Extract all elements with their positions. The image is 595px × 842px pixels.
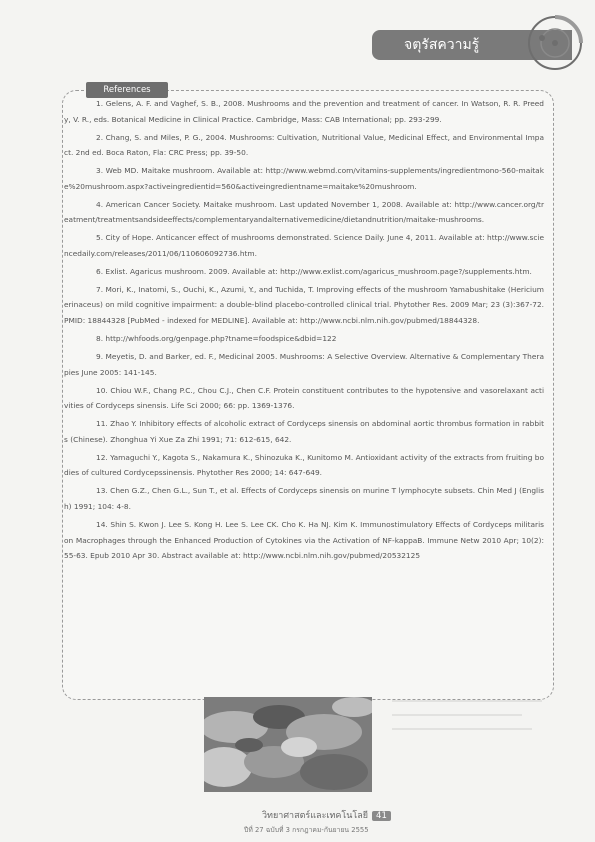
page-number: 41 bbox=[372, 811, 391, 821]
reference-item: 14. Shin S. Kwon J. Lee S. Kong H. Lee S. Lee CK. Cho K. Ha NJ. Kim K. Immunostimulatory Effects of Cordyceps militaris on Macrophages through the Enhanced Production of Cytokines via the Activation of NF-kappaB. Immune Netw 2010 Apr; 10(2): 55-63. Epub 2010 Apr 30. Abstract available at: http://www.ncbi.nlm.nih.gov/pubmed/20532125 bbox=[64, 519, 544, 561]
reference-item: 8. http://whfoods.org/genpage.php?tname=foodspice&dbid=122 bbox=[96, 334, 337, 344]
reference-item: 12. Yamaguchi Y., Kagota S., Nakamura K., Shinozuka K., Kunitomo M. Antioxidant activity of the extracts from fruiting bodies of cultured Cordycepssinensis. Phytother Res 2000; 14: 647-649. bbox=[64, 452, 544, 478]
section-title: จตุรัสความรู้ bbox=[404, 37, 480, 53]
reference-item: 4. American Cancer Society. Maitake mushroom. Last updated November 1, 2008. Available at: http://www.cancer.org/treatment/treatmentsandsideeffects/complementaryandalternativemedicine/dietandnutrition/maitake-mushrooms. bbox=[64, 199, 544, 225]
reference-item: 9. Meyetis, D. and Barker, ed. F., Medicinal 2005. Mushrooms: A Selective Overview. Alternative & Complementary Therapies June 2005: 141-145. bbox=[64, 352, 544, 377]
reference-item: 11. Zhao Y. Inhibitory effects of alcoholic extract of Cordyceps sinensis on abdominal aortic thrombus formation in rabbits (Chinese). Zhonghua Yi Xue Za Zhi 1991; 71: 612-615, 642. bbox=[64, 419, 544, 444]
circle-ornament-icon bbox=[520, 8, 590, 78]
reference-item: 2. Chang, S. and Miles, P. G., 2004. Mushrooms: Cultivation, Nutritional Value, Medicinal Effect, and Environmental Impact. 2nd ed. Boca Raton, Fla: CRC Press; pp. 39-50. bbox=[64, 132, 544, 158]
mushroom-photo bbox=[204, 697, 372, 792]
reference-item: 1. Gelens, A. F. and Vaghef, S. B., 2008. Mushrooms and the prevention and treatment of cancer. In Watson, R. R. Preedy, V. R., eds. Botanical Medicine in Clinical Practice. Cambridge, Mass: CAB International; pp. 293-299. bbox=[64, 99, 544, 124]
reference-item: 5. City of Hope. Anticancer effect of mushrooms demonstrated. Science Daily. June 4, 2011. Available at: http://www.sciencedaily.com/releases/2011/06/110606092736.htm. bbox=[64, 233, 544, 258]
reference-item: 3. Web MD. Maitake mushroom. Available at: http://www.webmd.com/vitamins-supplements/ingredientmono-560-maitake%20mushroom.aspx?activeingredientid=560&activeingredientname=maitake%20mushroom. bbox=[64, 166, 544, 191]
faded-caption-area bbox=[392, 700, 542, 742]
reference-list bbox=[64, 96, 544, 566]
magazine-title: วิทยาศาสตร์และเทคโนโลยี bbox=[262, 811, 369, 821]
reference-item: 6. Exlist. Agaricus mushroom. 2009. Available at: http://www.exlist.com/agaricus_mushroom.page?/supplements.htm. bbox=[96, 266, 532, 276]
footer-issue: ปีที่ 27 ฉบับที่ 3 กรกฎาคม-กันยายน 2555 bbox=[244, 826, 369, 834]
reference-item: 10. Chiou W.F., Chang P.C., Chou C.J., Chen C.F. Protein constituent contributes to the hypotensive and vasorelaxant activities of Cordyceps sinensis. Life Sci 2000; 66: pp. 1369-1376. bbox=[64, 385, 544, 411]
reference-item: 7. Mori, K., Inatomi, S., Ouchi, K., Azumi, Y., and Tuchida, T. Improving effects of the mushroom Yamabushitake (Hericium erinaceus) on mild cognitive impairment: a double-blind placebo-controlled clinical trial. Phytother Res. 2009 Mar; 23 (3):367-72. PMID: 18844328 [PubMed - indexed for MEDLINE]. Available at: http://www.ncbi.nlm.nih.gov/pubmed/18844328. bbox=[64, 284, 544, 326]
references-heading: References bbox=[86, 82, 168, 98]
footer-magazine-line bbox=[262, 808, 391, 822]
reference-item: 13. Chen G.Z., Chen G.L., Sun T., et al. Effects of Cordyceps sinensis on murine T lymphocyte subsets. Chin Med J (English) 1991; 104: 4-8. bbox=[64, 486, 544, 511]
